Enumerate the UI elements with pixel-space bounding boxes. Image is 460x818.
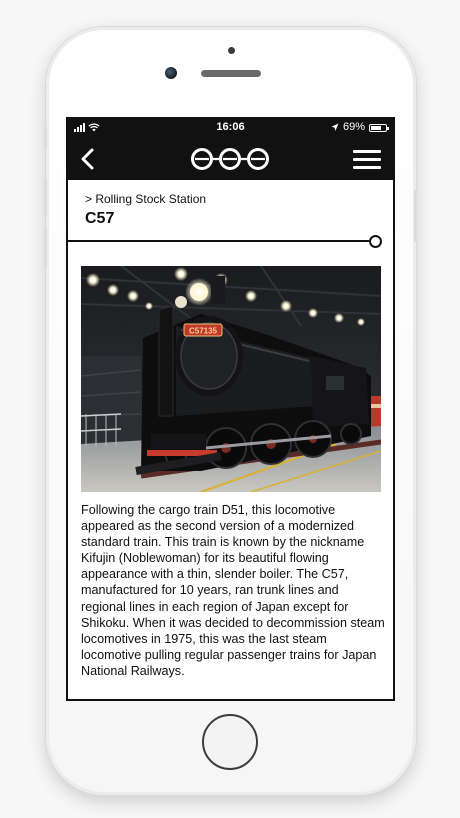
track-line [68,240,374,242]
content-panel [66,180,395,701]
power-button [414,190,417,242]
locomotive-photo [81,266,381,492]
location-arrow-icon [331,123,339,132]
home-button[interactable] [202,714,258,770]
phone-screen [66,117,395,701]
proximity-sensor [228,47,235,54]
chevron-left-icon[interactable] [76,146,100,172]
front-camera [165,67,177,79]
status-bar [66,117,395,138]
description-text: Following the cargo train D51, this locomotive appeared as the second version of a modernized standard train. This train is known by the nickname Kifujin (Noblewoman) for its beautiful flowing appearance with a thin, slender boiler. The C57, manufactured for 10 years, ran trunk lines and regional lines in each region of Japan except for Shikoku. When it was decided to decommission steam locomotives in 1975, this was the last steam locomotive pulling regular passenger trains for Japan National Railways. [81,503,385,678]
volume-down-button [44,228,47,266]
number-plate: C57135 [188,326,218,336]
page-title: C57 [85,210,115,227]
hamburger-menu-icon[interactable] [353,150,381,170]
track-end-dot [369,235,382,248]
museum-logo-icon [186,145,274,173]
nav-bar [66,138,395,180]
battery-percent: 69% [342,121,365,133]
status-time: 16:06 [216,121,245,133]
battery-icon [369,124,387,132]
earpiece-speaker [201,70,261,77]
mute-switch [44,127,47,149]
battery-level [371,126,381,130]
volume-up-button [44,178,47,216]
breadcrumb[interactable]: > Rolling Stock Station [85,192,207,206]
